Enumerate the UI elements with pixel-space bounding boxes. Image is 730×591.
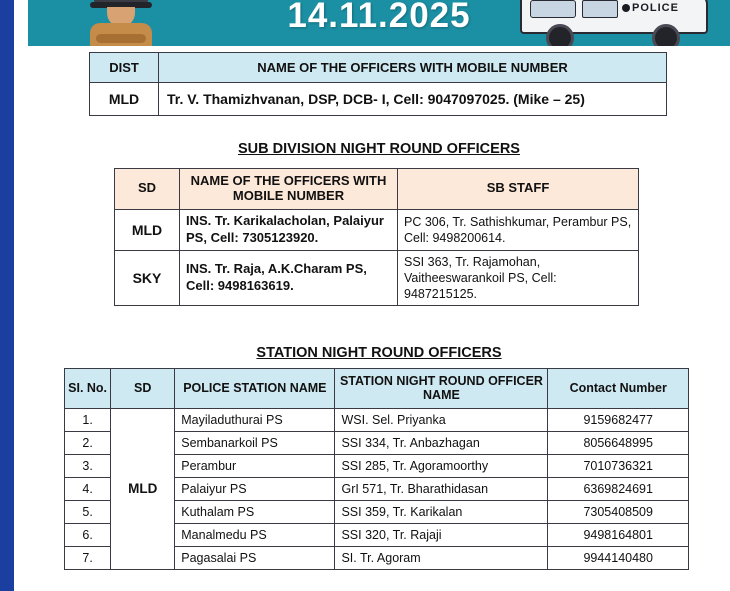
police-van-icon	[512, 0, 712, 46]
cell-contact: 9159682477	[548, 408, 689, 431]
sub-division-section-title: SUB DIVISION NIGHT ROUND OFFICERS	[238, 141, 520, 157]
district-officer-table	[89, 52, 667, 116]
cell-officer: Tr. V. Thamizhvanan, DSP, DCB- I, Cell: 9047097025. (Mike – 25)	[159, 83, 667, 116]
cell-dist: MLD	[90, 83, 159, 116]
vehicle-label: POLICE	[632, 2, 679, 14]
cell-contact: 7305408509	[548, 500, 689, 523]
cell-sl-no: 3.	[65, 454, 111, 477]
col-police-station: POLICE STATION NAME	[175, 369, 335, 409]
cell-contact: 9944140480	[548, 546, 689, 569]
cell-police-station: Pagasalai PS	[175, 546, 335, 569]
cell-officer: SSI 285, Tr. Agoramoorthy	[335, 454, 548, 477]
cell-sb-staff: SSI 363, Tr. Rajamohan, Vaitheeswarankoil PS, Cell: 9487215125.	[398, 250, 639, 306]
col-dist: DIST	[90, 53, 159, 83]
cell-officer: WSI. Sel. Priyanka	[335, 408, 548, 431]
station-section-title: STATION NIGHT ROUND OFFICERS	[256, 345, 502, 361]
cell-officer: INS. Tr. Raja, A.K.Charam PS, Cell: 9498163619.	[180, 250, 398, 306]
cell-contact: 6369824691	[548, 477, 689, 500]
table-header-row	[65, 369, 689, 409]
table-row	[65, 408, 689, 431]
cell-sl-no: 6.	[65, 523, 111, 546]
page-title: 14.11.2025	[287, 0, 471, 35]
cell-sl-no: 7.	[65, 546, 111, 569]
cell-officer: GrI 571, Tr. Bharathidasan	[335, 477, 548, 500]
sub-division-table	[114, 168, 639, 306]
cell-police-station: Mayiladuthurai PS	[175, 408, 335, 431]
station-night-round-table	[64, 368, 689, 570]
cell-sl-no: 4.	[65, 477, 111, 500]
cell-sl-no: 2.	[65, 431, 111, 454]
cell-police-station: Sembanarkoil PS	[175, 431, 335, 454]
cell-sd: MLD	[115, 209, 180, 250]
cell-officer: SSI 359, Tr. Karikalan	[335, 500, 548, 523]
cell-sb-staff: PC 306, Tr. Sathishkumar, Perambur PS, Cell: 9498200614.	[398, 209, 639, 250]
cell-police-station: Kuthalam PS	[175, 500, 335, 523]
cell-officer: SI. Tr. Agoram	[335, 546, 548, 569]
col-officer-name: NAME OF THE OFFICERS WITH MOBILE NUMBER	[180, 169, 398, 210]
table-header-row	[115, 169, 639, 210]
table-row	[90, 83, 667, 116]
table-row	[115, 250, 639, 306]
cell-police-station: Palaiyur PS	[175, 477, 335, 500]
header-banner	[28, 0, 730, 46]
cell-officer: SSI 334, Tr. Anbazhagan	[335, 431, 548, 454]
table-row	[115, 209, 639, 250]
cell-sl-no: 1.	[65, 408, 111, 431]
table-header-row	[90, 53, 667, 83]
cell-contact: 9498164801	[548, 523, 689, 546]
col-sd: SD	[111, 369, 175, 409]
cell-contact: 7010736321	[548, 454, 689, 477]
cell-officer: SSI 320, Tr. Rajaji	[335, 523, 548, 546]
col-officer-name: NAME OF THE OFFICERS WITH MOBILE NUMBER	[159, 53, 667, 83]
cell-sd: SKY	[115, 250, 180, 306]
cell-police-station: Manalmedu PS	[175, 523, 335, 546]
col-sb-staff: SB STAFF	[398, 169, 639, 210]
col-contact-number: Contact Number	[548, 369, 689, 409]
cell-officer: INS. Tr. Karikalacholan, Palaiyur PS, Cell: 7305123920.	[180, 209, 398, 250]
cell-sl-no: 5.	[65, 500, 111, 523]
cell-police-station: Perambur	[175, 454, 335, 477]
col-sd: SD	[115, 169, 180, 210]
cell-contact: 8056648995	[548, 431, 689, 454]
col-sl-no: SI. No.	[65, 369, 111, 409]
cell-sd: MLD	[111, 408, 175, 569]
col-officer-name: STATION NIGHT ROUND OFFICER NAME	[335, 369, 548, 409]
